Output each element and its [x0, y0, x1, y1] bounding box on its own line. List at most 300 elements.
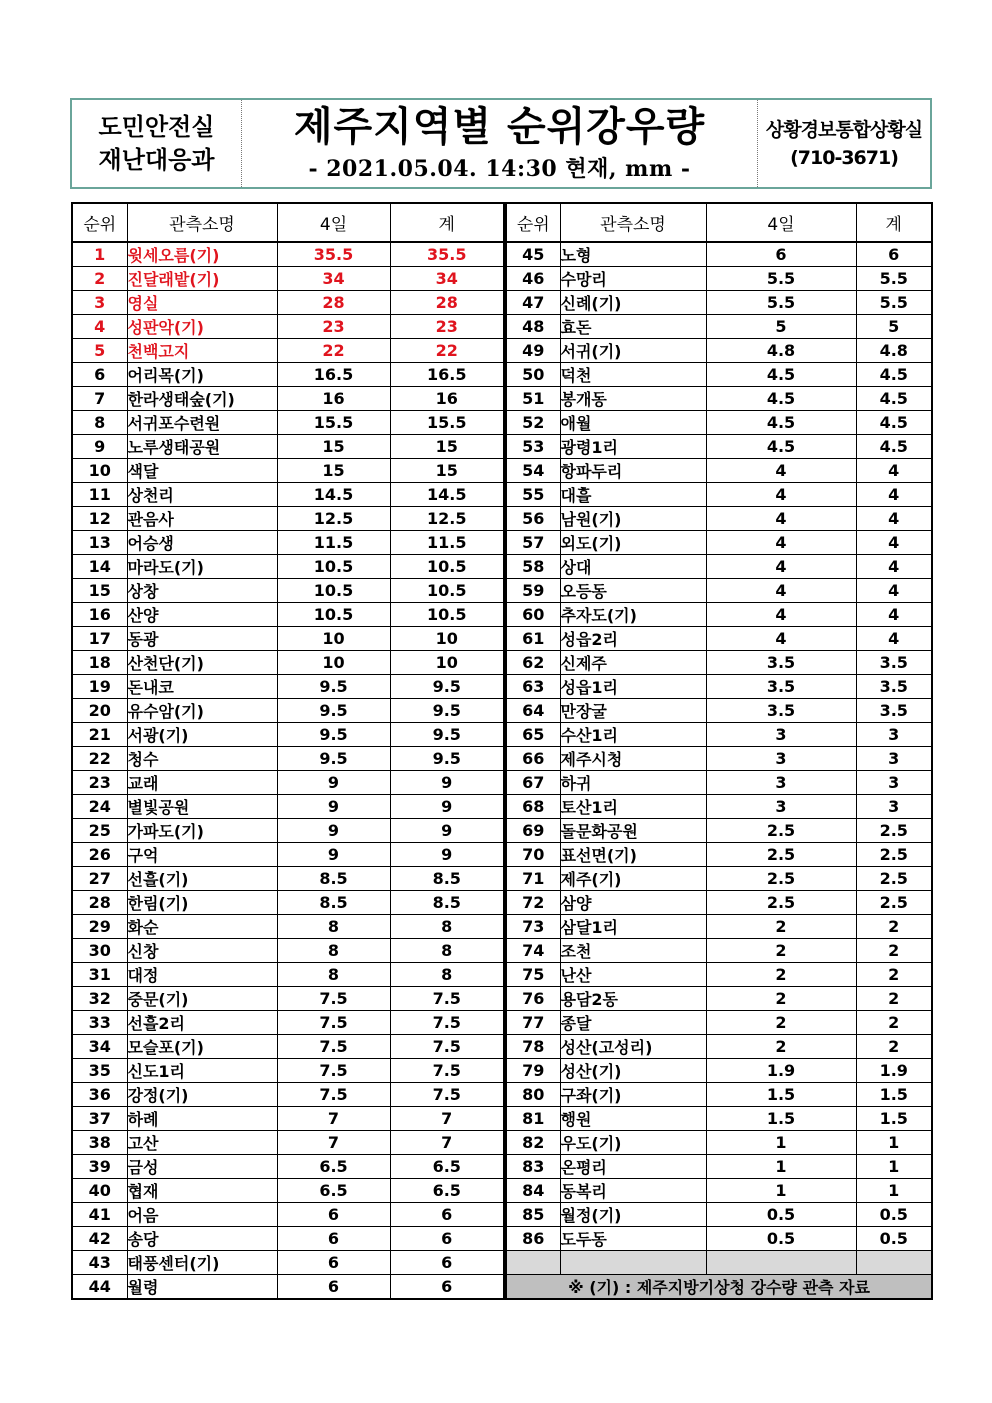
station-name-cell: 교래	[127, 771, 277, 795]
total-rainfall-cell: 6	[390, 1203, 504, 1227]
total-rainfall-cell: 5	[856, 315, 932, 339]
rank-cell: 24	[72, 795, 127, 819]
table-row	[506, 1155, 932, 1179]
day-rainfall-cell: 9.5	[277, 747, 390, 771]
rank-cell: 56	[506, 507, 560, 531]
table-row	[506, 291, 932, 315]
station-name-cell: 추자도(기)	[560, 603, 706, 627]
table-row	[506, 531, 932, 555]
table-row	[506, 867, 932, 891]
rank-cell: 37	[72, 1107, 127, 1131]
day-rainfall-cell: 2	[706, 987, 856, 1011]
station-name-cell: 성읍2리	[560, 627, 706, 651]
station-header: 관측소명	[127, 203, 277, 242]
total-rainfall-cell: 7.5	[390, 1035, 504, 1059]
day-rainfall-cell: 10	[277, 627, 390, 651]
rank-cell: 52	[506, 411, 560, 435]
day-rainfall-cell: 2	[706, 939, 856, 963]
total-rainfall-cell: 14.5	[390, 483, 504, 507]
day-rainfall-cell: 34	[277, 267, 390, 291]
rank-cell: 13	[72, 531, 127, 555]
station-name-cell: 조천	[560, 939, 706, 963]
table-row	[72, 387, 504, 411]
day-rainfall-cell: 15	[277, 435, 390, 459]
station-name-cell: 화순	[127, 915, 277, 939]
station-name-cell: 강정(기)	[127, 1083, 277, 1107]
rank-cell: 5	[72, 339, 127, 363]
rank-cell: 33	[72, 1011, 127, 1035]
table-row	[72, 627, 504, 651]
day-header: 4일	[277, 203, 390, 242]
station-name-cell: 성읍1리	[560, 675, 706, 699]
station-name-cell: 서광(기)	[127, 723, 277, 747]
station-name-cell: 행원	[560, 1107, 706, 1131]
table-row	[506, 603, 932, 627]
total-rainfall-cell: 3.5	[856, 651, 932, 675]
rank-cell: 72	[506, 891, 560, 915]
day-rainfall-cell: 4.5	[706, 411, 856, 435]
rank-cell: 9	[72, 435, 127, 459]
empty-cell	[506, 1251, 560, 1275]
station-name-cell: 종달	[560, 1011, 706, 1035]
table-row	[506, 771, 932, 795]
station-name-cell: 삼달1리	[560, 915, 706, 939]
table-row	[72, 747, 504, 771]
station-name-cell: 동복리	[560, 1179, 706, 1203]
table-row	[72, 1083, 504, 1107]
day-rainfall-cell: 2	[706, 1035, 856, 1059]
total-rainfall-cell: 8	[390, 915, 504, 939]
day-rainfall-cell: 2	[706, 1011, 856, 1035]
station-name-cell: 진달래밭(기)	[127, 267, 277, 291]
table-row	[506, 819, 932, 843]
table-row	[72, 699, 504, 723]
rank-cell: 38	[72, 1131, 127, 1155]
station-name-cell: 산천단(기)	[127, 651, 277, 675]
total-rainfall-cell: 5.5	[856, 291, 932, 315]
station-name-cell: 삼양	[560, 891, 706, 915]
table-row	[72, 915, 504, 939]
table-row	[72, 675, 504, 699]
rank-cell: 19	[72, 675, 127, 699]
table-row	[72, 1179, 504, 1203]
rank-cell: 80	[506, 1083, 560, 1107]
total-rainfall-cell: 4	[856, 579, 932, 603]
table-row	[72, 242, 504, 267]
rank-cell: 51	[506, 387, 560, 411]
day-rainfall-cell: 10.5	[277, 579, 390, 603]
department-block	[72, 100, 242, 187]
table-row	[72, 579, 504, 603]
table-row	[506, 699, 932, 723]
station-name-cell: 수망리	[560, 267, 706, 291]
station-name-cell: 성산(기)	[560, 1059, 706, 1083]
rank-cell: 61	[506, 627, 560, 651]
day-rainfall-cell: 8	[277, 963, 390, 987]
day-rainfall-cell: 2.5	[706, 819, 856, 843]
table-row	[72, 795, 504, 819]
rank-cell: 67	[506, 771, 560, 795]
total-rainfall-cell: 23	[390, 315, 504, 339]
day-rainfall-cell: 4	[706, 531, 856, 555]
day-rainfall-cell: 3.5	[706, 675, 856, 699]
table-row	[72, 339, 504, 363]
total-rainfall-cell: 15	[390, 459, 504, 483]
station-name-cell: 마라도(기)	[127, 555, 277, 579]
rank-header: 순위	[506, 203, 560, 242]
station-name-cell: 영실	[127, 291, 277, 315]
station-name-cell: 어음	[127, 1203, 277, 1227]
total-rainfall-cell: 8.5	[390, 891, 504, 915]
day-rainfall-cell: 7.5	[277, 1035, 390, 1059]
station-name-cell: 관음사	[127, 507, 277, 531]
rank-cell: 18	[72, 651, 127, 675]
table-row	[72, 459, 504, 483]
rank-cell: 81	[506, 1107, 560, 1131]
table-row	[72, 603, 504, 627]
day-header: 4일	[706, 203, 856, 242]
total-rainfall-cell: 3.5	[856, 675, 932, 699]
station-name-cell: 도두동	[560, 1227, 706, 1251]
day-rainfall-cell: 4	[706, 603, 856, 627]
station-name-cell: 가파도(기)	[127, 819, 277, 843]
rank-cell: 39	[72, 1155, 127, 1179]
table-row	[506, 1227, 932, 1251]
station-name-cell: 애월	[560, 411, 706, 435]
total-rainfall-cell: 9.5	[390, 675, 504, 699]
rank-cell: 11	[72, 483, 127, 507]
day-rainfall-cell: 8.5	[277, 867, 390, 891]
table-row	[506, 747, 932, 771]
station-name-cell: 별빛공원	[127, 795, 277, 819]
station-name-cell: 대정	[127, 963, 277, 987]
total-rainfall-cell: 6.5	[390, 1155, 504, 1179]
day-rainfall-cell: 10.5	[277, 603, 390, 627]
station-name-cell: 구좌(기)	[560, 1083, 706, 1107]
station-name-cell: 온평리	[560, 1155, 706, 1179]
table-row	[72, 771, 504, 795]
rank-cell: 14	[72, 555, 127, 579]
title-block	[242, 100, 758, 187]
total-rainfall-cell: 7	[390, 1131, 504, 1155]
table-row	[506, 675, 932, 699]
rank-cell: 25	[72, 819, 127, 843]
rank-cell: 12	[72, 507, 127, 531]
table-row	[72, 843, 504, 867]
total-rainfall-cell: 7.5	[390, 987, 504, 1011]
total-rainfall-cell: 28	[390, 291, 504, 315]
rank-cell: 20	[72, 699, 127, 723]
table-row	[72, 1251, 504, 1275]
day-rainfall-cell: 2	[706, 915, 856, 939]
table-row	[506, 1107, 932, 1131]
day-rainfall-cell: 1	[706, 1155, 856, 1179]
day-rainfall-cell: 6	[706, 242, 856, 267]
station-name-cell: 중문(기)	[127, 987, 277, 1011]
total-rainfall-cell: 4.5	[856, 363, 932, 387]
rank-cell: 23	[72, 771, 127, 795]
day-rainfall-cell: 22	[277, 339, 390, 363]
rank-cell: 73	[506, 915, 560, 939]
station-name-cell: 상대	[560, 555, 706, 579]
day-rainfall-cell: 8	[277, 939, 390, 963]
station-name-cell: 동광	[127, 627, 277, 651]
total-rainfall-cell: 1	[856, 1155, 932, 1179]
rank-cell: 70	[506, 843, 560, 867]
table-row	[506, 339, 932, 363]
table-row	[506, 987, 932, 1011]
total-header: 계	[390, 203, 504, 242]
station-name-cell: 한라생태숲(기)	[127, 387, 277, 411]
table-row	[72, 1131, 504, 1155]
total-rainfall-cell: 4	[856, 507, 932, 531]
rank-cell: 44	[72, 1275, 127, 1300]
day-rainfall-cell: 10	[277, 651, 390, 675]
total-rainfall-cell: 9	[390, 843, 504, 867]
table-row	[506, 435, 932, 459]
rank-cell: 36	[72, 1083, 127, 1107]
total-rainfall-cell: 35.5	[390, 242, 504, 267]
table-row	[72, 507, 504, 531]
day-rainfall-cell: 1.5	[706, 1107, 856, 1131]
total-rainfall-cell: 11.5	[390, 531, 504, 555]
table-row	[72, 531, 504, 555]
table-row	[72, 1011, 504, 1035]
station-name-cell: 표선면(기)	[560, 843, 706, 867]
station-name-cell: 월령	[127, 1275, 277, 1300]
day-rainfall-cell: 4.5	[706, 387, 856, 411]
station-name-cell: 서귀포수련원	[127, 411, 277, 435]
rank-cell: 2	[72, 267, 127, 291]
day-rainfall-cell: 5.5	[706, 267, 856, 291]
day-rainfall-cell: 11.5	[277, 531, 390, 555]
total-rainfall-cell: 1	[856, 1179, 932, 1203]
table-row	[72, 483, 504, 507]
rank-cell: 41	[72, 1203, 127, 1227]
rank-cell: 3	[72, 291, 127, 315]
total-header: 계	[856, 203, 932, 242]
situation-room-name: 상황경보통합상황실	[765, 118, 923, 141]
table-row	[506, 555, 932, 579]
station-name-cell: 성산(고성리)	[560, 1035, 706, 1059]
rank-cell: 83	[506, 1155, 560, 1179]
station-name-cell: 대흘	[560, 483, 706, 507]
rank-cell: 29	[72, 915, 127, 939]
day-rainfall-cell: 0.5	[706, 1227, 856, 1251]
station-name-cell: 모슬포(기)	[127, 1035, 277, 1059]
station-name-cell: 돌문화공원	[560, 819, 706, 843]
rank-cell: 85	[506, 1203, 560, 1227]
day-rainfall-cell: 9	[277, 795, 390, 819]
total-rainfall-cell: 10	[390, 627, 504, 651]
rank-cell: 42	[72, 1227, 127, 1251]
table-row	[72, 939, 504, 963]
table-row	[506, 242, 932, 267]
total-rainfall-cell: 1.5	[856, 1107, 932, 1131]
day-rainfall-cell: 12.5	[277, 507, 390, 531]
total-rainfall-cell: 6	[856, 242, 932, 267]
day-rainfall-cell: 15	[277, 459, 390, 483]
station-name-cell: 금성	[127, 1155, 277, 1179]
table-row	[506, 1035, 932, 1059]
station-header: 관측소명	[560, 203, 706, 242]
day-rainfall-cell: 7.5	[277, 1083, 390, 1107]
day-rainfall-cell: 6	[277, 1251, 390, 1275]
station-name-cell: 어승생	[127, 531, 277, 555]
station-name-cell: 협재	[127, 1179, 277, 1203]
station-name-cell: 색달	[127, 459, 277, 483]
table-row	[506, 459, 932, 483]
rank-cell: 59	[506, 579, 560, 603]
rank-cell: 40	[72, 1179, 127, 1203]
day-rainfall-cell: 4	[706, 555, 856, 579]
total-rainfall-cell: 7.5	[390, 1059, 504, 1083]
rank-cell: 62	[506, 651, 560, 675]
day-rainfall-cell: 3	[706, 723, 856, 747]
rank-cell: 74	[506, 939, 560, 963]
rank-cell: 47	[506, 291, 560, 315]
station-name-cell: 하례	[127, 1107, 277, 1131]
total-rainfall-cell: 4	[856, 531, 932, 555]
total-rainfall-cell: 9.5	[390, 699, 504, 723]
day-rainfall-cell: 1	[706, 1179, 856, 1203]
total-rainfall-cell: 3.5	[856, 699, 932, 723]
total-rainfall-cell: 4	[856, 603, 932, 627]
station-name-cell: 효돈	[560, 315, 706, 339]
station-name-cell: 어리목(기)	[127, 363, 277, 387]
total-rainfall-cell: 1.9	[856, 1059, 932, 1083]
rank-cell: 68	[506, 795, 560, 819]
table-row	[506, 315, 932, 339]
station-name-cell: 노루생태공원	[127, 435, 277, 459]
total-rainfall-cell: 2.5	[856, 843, 932, 867]
table-row	[506, 939, 932, 963]
day-rainfall-cell: 9	[277, 843, 390, 867]
footnote: ※ (기) : 제주지방기상청 강수량 관측 자료	[506, 1274, 932, 1299]
total-rainfall-cell: 2	[856, 915, 932, 939]
day-rainfall-cell: 4	[706, 579, 856, 603]
total-rainfall-cell: 3	[856, 771, 932, 795]
rank-cell: 57	[506, 531, 560, 555]
total-rainfall-cell: 2	[856, 987, 932, 1011]
total-rainfall-cell: 2	[856, 1011, 932, 1035]
station-name-cell: 노형	[560, 242, 706, 267]
total-rainfall-cell: 8	[390, 939, 504, 963]
day-rainfall-cell: 9.5	[277, 723, 390, 747]
total-rainfall-cell: 10	[390, 651, 504, 675]
table-row	[72, 963, 504, 987]
rank-cell: 8	[72, 411, 127, 435]
rank-cell: 48	[506, 315, 560, 339]
day-rainfall-cell: 2.5	[706, 891, 856, 915]
rank-cell: 17	[72, 627, 127, 651]
total-rainfall-cell: 8.5	[390, 867, 504, 891]
total-rainfall-cell: 1.5	[856, 1083, 932, 1107]
empty-row	[506, 1251, 932, 1275]
rank-cell: 16	[72, 603, 127, 627]
department-name: 도민안전실	[98, 112, 215, 141]
total-rainfall-cell: 4.5	[856, 435, 932, 459]
station-name-cell: 월정(기)	[560, 1203, 706, 1227]
table-header-row	[506, 203, 932, 242]
day-rainfall-cell: 7.5	[277, 987, 390, 1011]
day-rainfall-cell: 4	[706, 483, 856, 507]
rank-cell: 66	[506, 747, 560, 771]
rank-cell: 4	[72, 315, 127, 339]
total-rainfall-cell: 34	[390, 267, 504, 291]
rank-cell: 50	[506, 363, 560, 387]
station-name-cell: 송당	[127, 1227, 277, 1251]
total-rainfall-cell: 2	[856, 939, 932, 963]
total-rainfall-cell: 4	[856, 627, 932, 651]
station-name-cell: 고산	[127, 1131, 277, 1155]
total-rainfall-cell: 8	[390, 963, 504, 987]
day-rainfall-cell: 2.5	[706, 867, 856, 891]
table-row	[506, 1083, 932, 1107]
table-row	[506, 1203, 932, 1227]
day-rainfall-cell: 4	[706, 627, 856, 651]
day-rainfall-cell: 7.5	[277, 1059, 390, 1083]
day-rainfall-cell: 9	[277, 771, 390, 795]
table-row	[506, 507, 932, 531]
table-row	[506, 891, 932, 915]
station-name-cell: 구억	[127, 843, 277, 867]
table-row	[506, 483, 932, 507]
table-row	[72, 651, 504, 675]
table-row	[72, 1227, 504, 1251]
station-name-cell: 남원(기)	[560, 507, 706, 531]
day-rainfall-cell: 4.5	[706, 363, 856, 387]
empty-cell	[560, 1251, 706, 1275]
rank-cell: 75	[506, 963, 560, 987]
station-name-cell: 신례(기)	[560, 291, 706, 315]
table-row	[506, 579, 932, 603]
total-rainfall-cell: 3	[856, 723, 932, 747]
empty-cell	[706, 1251, 856, 1275]
report-timestamp: - 2021.05.04. 14:30 현재, mm -	[308, 156, 691, 182]
table-row	[72, 267, 504, 291]
station-name-cell: 선흘2리	[127, 1011, 277, 1035]
day-rainfall-cell: 28	[277, 291, 390, 315]
day-rainfall-cell: 7	[277, 1131, 390, 1155]
station-name-cell: 외도(기)	[560, 531, 706, 555]
day-rainfall-cell: 3	[706, 795, 856, 819]
day-rainfall-cell: 15.5	[277, 411, 390, 435]
total-rainfall-cell: 3	[856, 795, 932, 819]
day-rainfall-cell: 3.5	[706, 651, 856, 675]
station-name-cell: 성판악(기)	[127, 315, 277, 339]
rank-cell: 35	[72, 1059, 127, 1083]
station-name-cell: 토산1리	[560, 795, 706, 819]
total-rainfall-cell: 10.5	[390, 579, 504, 603]
total-rainfall-cell: 7	[390, 1107, 504, 1131]
rank-cell: 84	[506, 1179, 560, 1203]
day-rainfall-cell: 3.5	[706, 699, 856, 723]
rank-cell: 69	[506, 819, 560, 843]
total-rainfall-cell: 4	[856, 555, 932, 579]
day-rainfall-cell: 6.5	[277, 1179, 390, 1203]
rank-cell: 45	[506, 242, 560, 267]
total-rainfall-cell: 22	[390, 339, 504, 363]
table-row	[72, 867, 504, 891]
total-rainfall-cell: 2.5	[856, 867, 932, 891]
total-rainfall-cell: 15	[390, 435, 504, 459]
day-rainfall-cell: 1.5	[706, 1083, 856, 1107]
total-rainfall-cell: 0.5	[856, 1203, 932, 1227]
day-rainfall-cell: 7	[277, 1107, 390, 1131]
station-name-cell: 상천리	[127, 483, 277, 507]
station-name-cell: 우도(기)	[560, 1131, 706, 1155]
